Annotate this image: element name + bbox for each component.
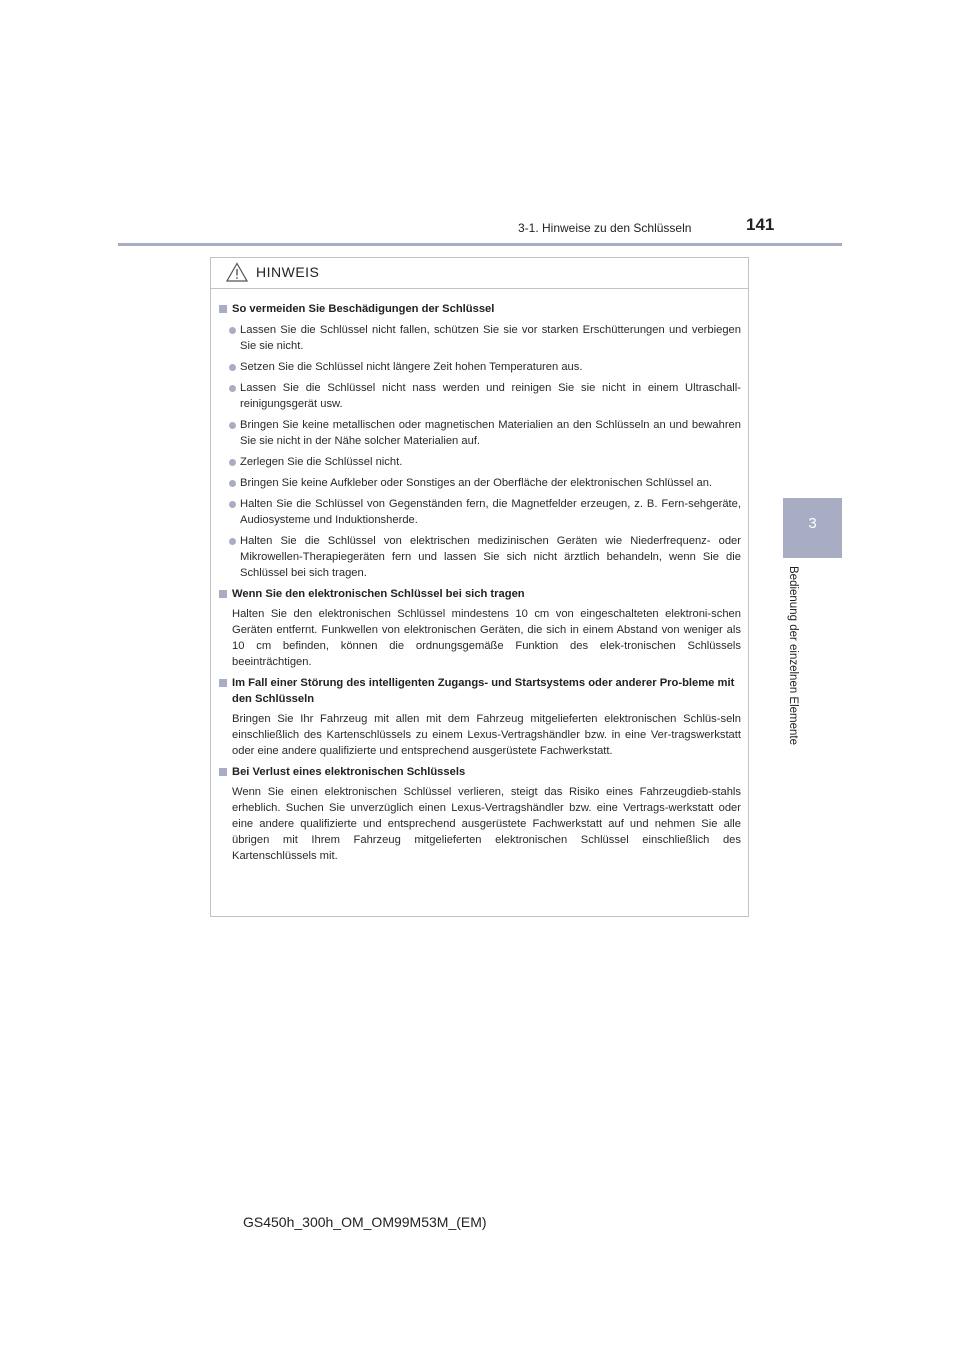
list-item: Halten Sie die Schlüssel von Gegenständen fern, die Magnetfelder erzeugen, z. B. Fern-sehgeräte, Audiosysteme und Induktionsherde. (219, 496, 741, 528)
list-item: Setzen Sie die Schlüssel nicht längere Zeit hohen Temperaturen aus. (219, 359, 741, 375)
section-paragraph: Halten Sie den elektronischen Schlüssel mindestens 10 cm von eingeschalteten elektroni-schen Geräten entfernt. Funkwellen von elektronischen Geräten, die sich in einem Abstand von weniger als 10 cm befinden, können die ordnungsgemäße Funktion des elek-tronischen Schlüssels beeinträchtigen. (232, 608, 741, 668)
list-item: Bringen Sie keine Aufkleber oder Sonstiges an der Oberfläche der elektronischen Schlüssel an. (219, 475, 741, 491)
list-item: Lassen Sie die Schlüssel nicht fallen, schützen Sie sie vor starken Erschütterungen und verbiegen Sie sie nicht. (219, 322, 741, 354)
dot-bullet-icon (229, 538, 236, 545)
list-item: Lassen Sie die Schlüssel nicht nass werden und reinigen Sie sie nicht in einem Ultraschall-reinigungsgerät usw. (219, 380, 741, 412)
chapter-number: 3 (808, 515, 817, 532)
section-heading: Im Fall einer Störung des intelligenten Zugangs- und Startsystems oder anderer Pro-bleme mit den Schlüsseln (219, 675, 741, 707)
section-heading: So vermeiden Sie Beschädigungen der Schlüssel (219, 301, 741, 317)
footer-document-code: GS450h_300h_OM_OM99M53M_(EM) (243, 1214, 487, 1230)
notice-title: HINWEIS (256, 264, 320, 280)
square-bullet-icon (219, 590, 227, 598)
section-paragraph: Wenn Sie einen elektronischen Schlüssel verlieren, steigt das Risiko eines Fahrzeugdieb-stahls erheblich. Suchen Sie unverzüglich einen Lexus-Vertragshändler bzw. eine Vertrags-werkstatt oder eine andere qualifizierte und entsprechend ausgerüstete Fachwerkstatt auf und nehmen Sie alle übrigen mit Ihrem Fahrzeug mitgelieferten elektronischen Schlüssel einschließlich des Kartenschlüssels mit. (232, 786, 741, 862)
dot-bullet-icon (229, 480, 236, 487)
warning-triangle-icon (226, 262, 248, 282)
square-bullet-icon (219, 768, 227, 776)
bullet-list (219, 322, 741, 581)
section-lost-key (219, 764, 741, 864)
section-heading: Wenn Sie den elektronischen Schlüssel bei sich tragen (219, 586, 741, 602)
square-bullet-icon (219, 679, 227, 687)
dot-bullet-icon (229, 385, 236, 392)
dot-bullet-icon (229, 327, 236, 334)
list-item: Zerlegen Sie die Schlüssel nicht. (219, 454, 741, 470)
chapter-label: Bedienung der einzelnen Elemente (787, 566, 799, 746)
dot-bullet-icon (229, 501, 236, 508)
header-section-title: 3-1. Hinweise zu den Schlüsseln (518, 221, 692, 235)
notice-box (210, 257, 749, 917)
header-divider (118, 243, 842, 246)
notice-header (211, 258, 748, 289)
square-bullet-icon (219, 305, 227, 313)
list-item: Halten Sie die Schlüssel von elektrischen medizinischen Geräten wie Niederfrequenz- oder Mikrowellen-Therapiegeräten fern und lassen Sie sich nicht ärztlich behandeln, wenn Sie die Schlüssel bei sich tragen. (219, 533, 741, 581)
section-heading: Bei Verlust eines elektronischen Schlüssels (219, 764, 741, 780)
page-number: 141 (746, 215, 775, 234)
section-malfunction (219, 675, 741, 759)
notice-body (211, 289, 748, 864)
dot-bullet-icon (229, 364, 236, 371)
dot-bullet-icon (229, 459, 236, 466)
list-item: Bringen Sie keine metallischen oder magnetischen Materialien an den Schlüsseln an und bewahren Sie sie nicht in der Nähe solcher Materialien auf. (219, 417, 741, 449)
section-avoid-damage (219, 301, 741, 581)
section-carrying-key (219, 586, 741, 670)
chapter-tab (783, 498, 842, 558)
dot-bullet-icon (229, 422, 236, 429)
section-paragraph: Bringen Sie Ihr Fahrzeug mit allen mit dem Fahrzeug mitgelieferten elektronischen Schlüs-seln einschließlich des Kartenschlüssels zu einem Lexus-Vertragshändler bzw. in eine Ver-tragswerkstatt oder eine andere qualifizierte und entsprechend ausgerüstete Fachwerkstatt. (232, 713, 741, 757)
